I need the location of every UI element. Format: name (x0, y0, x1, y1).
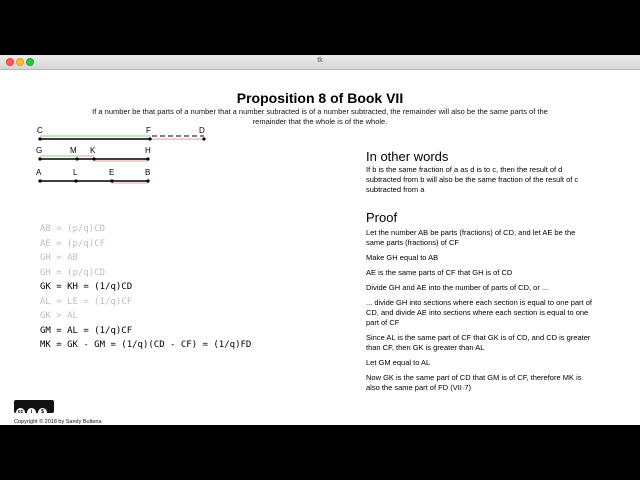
label-L: L (73, 168, 78, 177)
point-C (38, 137, 41, 140)
equation-list (40, 222, 251, 353)
license-badge (14, 400, 54, 413)
equation-3: GH = AB (40, 253, 78, 263)
label-K: K (90, 146, 96, 155)
equation-6: AL = LE = (1/q)CF (40, 296, 133, 307)
equation-5: GK = KH = (1/q)CD (40, 282, 133, 292)
label-C: C (37, 126, 43, 135)
line-diagram (30, 125, 230, 195)
copyright-text: Copyright © 2018 by Sandy Bultena (14, 419, 102, 425)
in-other-words-section (366, 149, 594, 195)
label-H: H (145, 146, 151, 155)
equation-8: GM = AL = (1/q)CF (40, 325, 133, 336)
point-M (75, 157, 78, 160)
proof-section (366, 228, 594, 398)
in-other-words-heading: In other words (366, 149, 449, 164)
label-G: G (36, 146, 43, 155)
label-D: D (199, 126, 205, 135)
equation-2: AE = (p/q)CF (40, 238, 106, 249)
proof-heading: Proof (366, 210, 398, 225)
equation-4: GH = (p/q)CD (40, 267, 106, 278)
label-B: B (145, 168, 151, 177)
nc-icon: $ (38, 408, 47, 417)
point-A (38, 179, 41, 182)
title-bar (0, 55, 640, 70)
label-F: F (146, 126, 151, 135)
canvas (0, 70, 640, 425)
by-icon: i (27, 408, 36, 417)
point-H (146, 157, 149, 160)
cc-icon: cc (17, 409, 24, 415)
label-M: M (70, 146, 77, 155)
point-K (92, 157, 95, 160)
point-D (202, 137, 205, 140)
app-window (0, 55, 640, 425)
proof-line: Divide GH and AE into the number of parts of CD, or ... (366, 283, 549, 292)
point-L (74, 179, 77, 182)
proof-line: Let the number AB be parts (fractions) of CD, and let AE be the same parts (fractions) of CF (366, 228, 576, 247)
in-other-words-text: If b is the same fraction of a as d is to c, then the result of d subtracted from b will also be the same fraction of the result of c subtracted from a (366, 165, 579, 194)
equation-7: GK > AL (40, 311, 78, 321)
proof-line: AE is the same parts of CF that GH is of CD (366, 268, 513, 277)
label-E: E (109, 168, 115, 177)
proposition-statement: If a number be that parts of a number that a number subracted is of a number subtracted, the remainder will also be the same parts of the remainder that the whole is of the whole. (92, 107, 548, 126)
proof-line: Let GM equal to AL (366, 358, 431, 367)
point-B (146, 179, 149, 182)
proof-line: ... divide GH into sections where each section is equal to one part of CD, and divide AE into sections where each section is equal to one part of CF (366, 298, 592, 327)
point-E (110, 179, 113, 182)
window-title: tk (317, 57, 323, 64)
proof-line: Make GH equal to AB (366, 253, 439, 262)
equation-1: AB = (p/q)CD (40, 224, 106, 234)
label-A: A (36, 168, 42, 177)
equation-9: MK = GK - GM = (1/q)(CD - CF) = (1/q)FD (40, 340, 252, 350)
point-F (148, 137, 151, 140)
point-G (38, 157, 41, 160)
page-title: Proposition 8 of Book VII (236, 90, 404, 106)
proof-line: Now GK is the same part of CD that GM is of CF, therefore MK is also the same part of FD (VII·7) (366, 373, 582, 392)
proof-line: Since AL is the same part of CF that GK is of CD, and CD is greater than CF, then GK is greater than AL (366, 333, 591, 352)
